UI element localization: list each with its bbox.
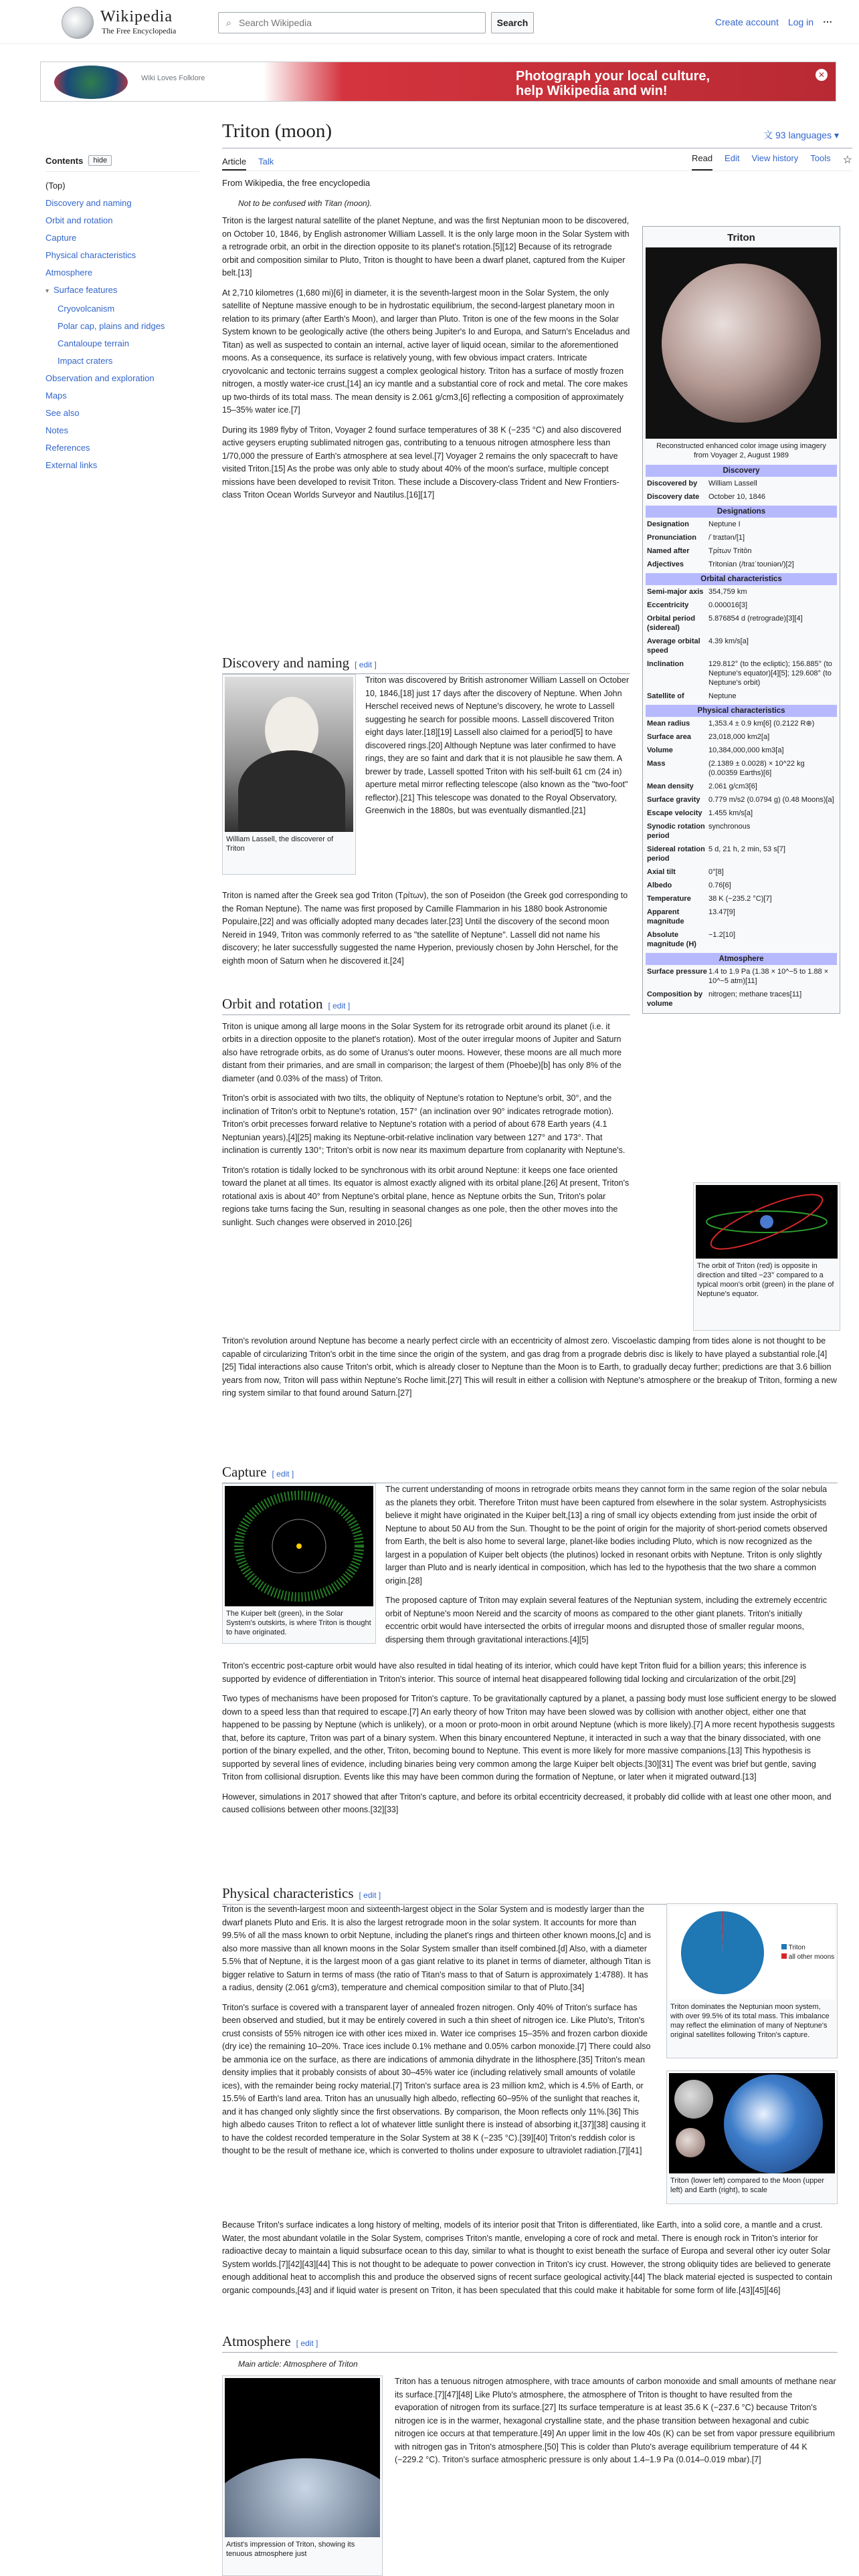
infobox-key: Mean density bbox=[647, 782, 694, 790]
legend-item-others bbox=[781, 1953, 834, 1962]
atmosphere-figure bbox=[222, 2375, 383, 2576]
search-button[interactable]: Search bbox=[491, 12, 534, 33]
legend-swatch bbox=[781, 1953, 787, 1959]
infobox-value: 0.779 m/s2 (0.0794 g) (0.48 Moons)[a] bbox=[708, 796, 834, 804]
toc-hide-button[interactable]: hide bbox=[88, 155, 112, 166]
triton-image[interactable] bbox=[646, 247, 837, 439]
toc-item-label: Surface features bbox=[54, 285, 118, 295]
close-icon[interactable]: ✕ bbox=[816, 69, 828, 81]
toc-item-label: Atmosphere bbox=[45, 267, 93, 278]
triton-disc bbox=[676, 2128, 705, 2157]
paragraph: Triton's eccentric post-capture orbit would have also resulted in tidal heating of its interior, which could have kept Triton fluid for a billion years; this inference is supported by evidence of differentiation in Triton's interior. This source of internal heat disappeared following tidal locking and circularization of the orbit.[29] bbox=[222, 1661, 807, 1684]
section-heading bbox=[222, 2335, 838, 2353]
page-title-text: Triton (moon) bbox=[222, 120, 332, 142]
infobox-key: Eccentricity bbox=[647, 601, 689, 609]
infobox-key: Surface pressure bbox=[647, 968, 707, 976]
infobox-value: Neptune bbox=[708, 692, 737, 700]
infobox-row bbox=[646, 928, 837, 951]
infobox-section-header: Discovery bbox=[646, 465, 837, 477]
atmosphere-text bbox=[395, 2375, 838, 2474]
search-box[interactable] bbox=[218, 12, 486, 33]
infobox-key: Albedo bbox=[647, 881, 672, 889]
toc-item[interactable] bbox=[45, 229, 199, 247]
infobox-row bbox=[646, 892, 837, 905]
view-tab-0[interactable]: Read bbox=[692, 153, 712, 171]
earth-disc bbox=[724, 2074, 823, 2173]
watch-star-icon[interactable]: ☆ bbox=[842, 154, 852, 166]
infobox-value: nitrogen; methane traces[11] bbox=[708, 990, 802, 998]
toc-item[interactable] bbox=[45, 370, 199, 387]
discovery-text-2 bbox=[222, 889, 630, 974]
orbit-figure bbox=[693, 1182, 840, 1331]
infobox-key: Surface area bbox=[647, 733, 692, 741]
toc-item[interactable] bbox=[45, 247, 199, 264]
page-title bbox=[222, 119, 852, 148]
banner-line-1: Photograph your local culture, bbox=[516, 69, 710, 84]
infobox-value: (2.1389 ± 0.0028) × 10^22 kg (0.00359 Earths)[6] bbox=[708, 760, 805, 777]
capture-text bbox=[385, 1483, 838, 1653]
infobox-row bbox=[646, 988, 837, 1010]
toc-item[interactable] bbox=[45, 318, 199, 335]
heading-text: Orbit and rotation bbox=[222, 996, 323, 1012]
infobox-section-header: Atmosphere bbox=[646, 953, 837, 965]
infobox-key: Mean radius bbox=[647, 720, 690, 728]
infobox-value: 23,018,000 km2[a] bbox=[708, 733, 770, 741]
paragraph: Triton was discovered by British astronomer William Lassell on October 10, 1846,[18] just 17 days after the discovery of Neptune. When John Herschel received news of Neptune's discovery, he wrote to Lassell suggesting he search for possible moons. Lassell discovered Triton eight days later.[18][19] Lassell also claimed for a period[5] to have discovered rings.[20] Although Neptune was later confirmed to have rings, they are so faint and dark that it is not plausible he saw them. A brewer by trade, Lassell spotted Triton with his self-built 61 cm (24 in) aperture metal mirror reflecting telescope (also known as the "two-foot" reflector).[21] This telescope was donated to the Royal Observatory, Greenwich in the 1880s, but was eventually dismantled.[21] bbox=[365, 675, 630, 815]
orbit-diagram-image[interactable] bbox=[696, 1185, 838, 1259]
infobox-key: Named after bbox=[647, 547, 690, 555]
namespace-tabs bbox=[222, 156, 274, 171]
infobox-value: 5.876854 d (retrograde)[3][4] bbox=[708, 615, 803, 623]
paragraph: Triton is the seventh-largest moon and sixteenth-largest object in the Solar System and is modestly larger than the dwarf planets Pluto and Eris. It is also the largest retrograde moon in the solar system. It accounts for more than 99.5% of all the mass known to orbit Neptune, including the planet's rings and thirteen other known moons,[c] and is also more massive than all known moons in the Solar System smaller than itself combined.[d] Also, with a diameter 5.5% that of Neptune, it is the largest moon of a gas giant relative to its planet in terms of diameter, although Titan is bigger relative to Saturn in terms of mass (the ratio of Titan's mass to that of Saturn is approximately 1:4788). It has a radius, density (2.061 g/cm3), temperature and chemical composition similar to that of Pluto.[34] bbox=[222, 1905, 651, 1992]
capture-text-2 bbox=[222, 1660, 838, 1824]
infobox-key: Surface gravity bbox=[647, 796, 700, 804]
infobox-row bbox=[646, 657, 837, 689]
infobox-row bbox=[646, 879, 837, 892]
triton-horizon bbox=[225, 2458, 380, 2537]
infobox-row bbox=[646, 544, 837, 558]
toc-title: Contents bbox=[45, 155, 84, 166]
figure-caption: William Lassell, the discoverer of Triton bbox=[226, 835, 334, 853]
infobox-value: William Lassell bbox=[708, 479, 757, 488]
wikipedia-logo-icon[interactable] bbox=[62, 7, 94, 39]
infobox-value: 354,759 km bbox=[708, 588, 747, 596]
view-tab-2[interactable]: View history bbox=[751, 153, 799, 163]
search-icon: ⌕ bbox=[225, 17, 232, 29]
infobox-row bbox=[646, 490, 837, 504]
toc-item[interactable] bbox=[45, 282, 199, 300]
infobox-key: Escape velocity bbox=[647, 809, 702, 817]
infobox-caption: Reconstructed enhanced color image using imagery from Voyager 2, August 1989 bbox=[656, 442, 826, 459]
toc-item-label: Notes bbox=[45, 425, 68, 435]
toc-item[interactable] bbox=[45, 439, 199, 457]
toc-item-label: Impact craters bbox=[58, 356, 113, 366]
infobox-key: Pronunciation bbox=[647, 534, 696, 542]
globe-icon bbox=[54, 66, 128, 99]
paragraph: Triton is named after the Greek sea god Triton (Τρίτων), the son of Poseidon (the Greek god corresponding to the Roman Neptune). The name was first proposed by Camille Flammarion in his 1880 book Astronomie Populaire,[22] and was officially adopted many decades later.[23] Until the discovery of the second moon Nereid in 1949, Triton was commonly referred to as "the satellite of Neptune". Lassell did not name his discovery; he later successfully suggested the name Hyperion, previously chosen by John Herschel, for the eighth moon of Saturn when he discovered it.[24] bbox=[222, 891, 628, 966]
toc-item[interactable] bbox=[45, 212, 199, 229]
paragraph: However, simulations in 2017 showed that after Triton's capture, and before its orbital eccentricity decreased, it probably did collide with at least one other moon, and caused collisions between other moons.[32][33] bbox=[222, 1792, 832, 1814]
infobox-value: Tritonian (/traɪˈtoʊniən/)[2] bbox=[708, 560, 794, 568]
infobox-row bbox=[646, 531, 837, 544]
site-sub: From Wikipedia, the free encyclopedia bbox=[222, 178, 371, 188]
infobox-key: Mass bbox=[647, 760, 666, 768]
infobox-key: Temperature bbox=[647, 895, 691, 903]
search-input[interactable] bbox=[239, 17, 485, 28]
banner-brand: Wiki Loves Folklore bbox=[141, 74, 205, 82]
infobox-section-header: Designations bbox=[646, 506, 837, 518]
section-atmosphere bbox=[222, 2326, 838, 2377]
intro-paragraph: During its 1989 flyby of Triton, Voyager 2 found surface temperatures of 38 K (−235 °C) and also discovered active geysers erupting sublimated nitrogen gas, contributing to a tenuous nitrogen atmosphere less than 1/70,000 the pressure of Earth's atmosphere at sea level.[7] Voyager 2 remains the only spacecraft to have visited Triton.[15] As the probe was only able to study about 40% of the moon's surface, multiple concept missions have been developed to revisit Triton. These include a Discovery-class Trident and New Frontiers-class Triton Ocean Worlds Surveyor and Nautilus.[16][17] bbox=[222, 425, 622, 500]
infobox-row bbox=[646, 689, 837, 703]
toc-item[interactable] bbox=[45, 335, 199, 352]
discovery-text bbox=[365, 674, 630, 825]
infobox-value: 10,384,000,000 km3[a] bbox=[708, 746, 784, 754]
infobox-value: 129.812° (to the ecliptic); 156.885° (to Neptune's equator)[4][5]; 129.608° (to Neptune's orbit) bbox=[708, 660, 832, 687]
page-tabs bbox=[222, 148, 852, 171]
orbit-diagram bbox=[696, 1185, 838, 1259]
figure-caption: The orbit of Triton (red) is opposite in direction and tilted −23° compared to a typical moon's orbit (green) in the plane of Neptune's equator. bbox=[697, 1262, 834, 1298]
size-comparison-image[interactable] bbox=[669, 2073, 835, 2173]
infobox-value: 0.000016[3] bbox=[708, 601, 748, 609]
infobox-value: October 10, 1846 bbox=[708, 493, 766, 501]
section-heading bbox=[222, 1466, 838, 1483]
infobox-value: /ˈtraɪtən/[1] bbox=[708, 534, 745, 542]
campaign-banner[interactable] bbox=[40, 62, 836, 102]
site-header bbox=[0, 0, 859, 44]
portrait-body bbox=[238, 750, 345, 832]
infobox-title: Triton bbox=[727, 232, 755, 243]
infobox-value: −1.2[10] bbox=[708, 931, 736, 939]
infobox-row bbox=[646, 820, 837, 843]
toc-item[interactable] bbox=[45, 457, 199, 474]
figure-caption: Triton dominates the Neptunian moon system, with over 99.5% of its total mass. This imbalance may reflect the elimination of many of Neptune's original satellites following Triton's capture. bbox=[670, 2003, 830, 2039]
infobox-key: Satellite of bbox=[647, 692, 684, 700]
physical-text-2 bbox=[222, 2219, 838, 2304]
infobox-value: 4.39 km/s[a] bbox=[708, 637, 749, 645]
toc-item[interactable] bbox=[45, 300, 199, 318]
infobox-row bbox=[646, 793, 837, 807]
toc-item[interactable] bbox=[45, 405, 199, 422]
infobox-key: Discovery date bbox=[647, 493, 700, 501]
infobox-row bbox=[646, 612, 837, 635]
sun-dot bbox=[296, 1543, 302, 1549]
infobox-value: 1,353.4 ± 0.9 km[6] (0.2122 R⊕) bbox=[708, 720, 815, 728]
paragraph: Triton's surface is covered with a transparent layer of annealed frozen nitrogen. Only 40% of Triton's surface has been observed and studied, but it may be entirely covered in such a thin sheet of nitrogen ice. Like Pluto's, Triton's crust consists of 55% nitrogen ice with other ices mixed in. Water ice comprises 15–35% and frozen carbon dioxide (dry ice) the remaining 10–20%. Trace ices include 0.1% methane and 0.05% carbon monoxide.[7] There could also be ammonia ice on the surface, as there are indications of ammonia dihydrate in the lithosphere.[35] Triton's mean density implies that it probably consists of about 30–45% water ice (including relatively small amounts of volatile ices), with the remainder being rocky material.[7] Triton's surface area is 23 million km2, which is 4.5% of Earth, or 15.5% of Earth's land area. Triton has an unusually high albedo, reflecting 60–95% of the sunlight that reaches it, and it has changed only slightly since the first observations. By comparison, the Moon reflects only 11%.[36] This high albedo causes Triton to reflect a lot of whatever little sunlight there is instead of absorbing it,[37][38] causing it to have the coldest recorded temperature in the Solar System at 38 K (−235 °C).[39][40] Triton's reddish color is thought to be the result of methane ice, which is converted to tholins under exposure to ultraviolet radiation.[7][41] bbox=[222, 2002, 651, 2155]
infobox-key: Adjectives bbox=[647, 560, 684, 568]
moon-disc bbox=[674, 2080, 713, 2119]
tab-0[interactable]: Article bbox=[222, 156, 246, 171]
edit-link[interactable]: [ edit ] bbox=[272, 1469, 294, 1479]
infobox-body bbox=[646, 465, 837, 1010]
chevron-down-icon[interactable]: ▾ bbox=[45, 288, 50, 295]
orbit-text-2 bbox=[222, 1335, 838, 1407]
edit-link[interactable]: [ edit ] bbox=[355, 660, 377, 669]
wordmark[interactable]: Wikipedia bbox=[100, 8, 173, 25]
figure-caption: Artist's impression of Triton, showing its tenuous atmosphere just bbox=[226, 2541, 355, 2558]
infobox-section-header: Physical characteristics bbox=[646, 705, 837, 717]
infobox-row bbox=[646, 744, 837, 757]
infobox-value: 13.47[9] bbox=[708, 908, 735, 916]
legend-swatch bbox=[781, 1944, 787, 1949]
infobox-key: Absolute magnitude (H) bbox=[647, 931, 696, 948]
infobox-row bbox=[646, 730, 837, 744]
lassell-portrait-image[interactable] bbox=[225, 677, 353, 832]
infobox-row bbox=[646, 807, 837, 820]
paragraph: Triton's orbit is associated with two tilts, the obliquity of Neptune's rotation to Neptune's orbit, 30°, and the inclination of Triton's orbit to Neptune's rotation, 157° (an inclination over 90° indicates retrograde motion). Triton's orbit precesses forward relative to Neptune's rotation with a period of about 678 Earth years (4.1 Neptunian years),[4][25] making its Neptune-orbit-relative inclination vary between 127° and 173°. That inclination is currently 130°; Triton's orbit is now near its maximum departure from coplanarity with Neptune's. bbox=[222, 1093, 626, 1155]
edit-link[interactable]: [ edit ] bbox=[296, 2339, 318, 2348]
infobox-key: Designation bbox=[647, 520, 689, 528]
paragraph: The current understanding of moons in retrograde orbits means they cannot form in the same region of the solar nebula as the planets they orbit. Therefore Triton must have been captured from elsewhere in the solar system. Astrophysicists believe it might have originated in the Kuiper belt,[13] a ring of small icy objects extending from just inside the orbit of Neptune to about 50 AU from the Sun. Thought to be the point of origin for the majority of short-period comets observed from Earth, the belt is also home to several large, planet-like bodies including Pluto, which is now recognized as the largest in a population of Kuiper belt objects (the plutinos) locked in resonant orbits with Neptune. Triton is only slightly larger than Pluto and is nearly identical in composition, which has led to the hypothesis that the two share a common origin.[28] bbox=[385, 1485, 828, 1586]
intro bbox=[222, 215, 630, 502]
toc-item-label: Discovery and naming bbox=[45, 198, 132, 208]
infobox-row bbox=[646, 843, 837, 865]
infobox-value: Neptune I bbox=[708, 520, 741, 528]
language-count: 93 languages bbox=[775, 130, 832, 140]
banner-message bbox=[516, 69, 710, 98]
tagline: The Free Encyclopedia bbox=[102, 26, 177, 35]
view-tab-1[interactable]: Edit bbox=[725, 153, 740, 163]
infobox-value: 2.061 g/cm3[6] bbox=[708, 782, 757, 790]
infobox-row bbox=[646, 558, 837, 571]
infobox-row bbox=[646, 717, 837, 730]
infobox-row bbox=[646, 599, 837, 612]
toc-item[interactable] bbox=[45, 352, 199, 370]
intro-paragraph: Triton is the largest natural satellite of the planet Neptune, and was the first Neptunian moon to be discovered, on October 10, 1846, by English astronomer William Lassell. It is the only large moon in the Solar System with a retrograde orbit, an orbit in the direction opposite to its planet's rotation.[5][12] Because of its retrograde orbit and composition similar to Pluto, Triton is thought to have been a dwarf planet, captured from the Kuiper belt.[13] bbox=[222, 216, 630, 278]
toc-item[interactable] bbox=[45, 422, 199, 439]
paragraph: Triton's rotation is tidally locked to be synchronous with its orbit around Neptune: it keeps one face oriented toward the planet at all times. Its equator is almost exactly aligned with its orbital plane.[26] At present, Triton's rotational axis is about 40° from Neptune's orbital plane, hence as Neptune orbits the Sun, Triton's polar regions take turns facing the Sun, resulting in seasonal changes as one pole, then the other moves into the sunlight. Such changes were observed in 2010.[26] bbox=[222, 1165, 630, 1227]
physical-text bbox=[222, 1903, 653, 2165]
infobox-row bbox=[646, 865, 837, 879]
paragraph: Triton is unique among all large moons in the Solar System for its retrograde orbit around its planet (i.e. it orbits in a direction opposite to the planet's rotation). Most of the outer irregular moons of Jupiter and Saturn also have retrograde orbits, as do some of Uranus's outer moons. However, these moons are all much more distant from their primaries, and are small in comparison; the largest of them (Phoebe)[b] has only 8% of the diameter (and 0.03% of the mass) of Triton. bbox=[222, 1021, 622, 1083]
toc-item[interactable] bbox=[45, 387, 199, 405]
infobox-value: 1.4 to 1.9 Pa (1.38 × 10^−5 to 1.88 × 10^−5 atm)[11] bbox=[708, 968, 829, 985]
toc-item-label: References bbox=[45, 443, 90, 453]
infobox-row bbox=[646, 585, 837, 599]
heading-text: Discovery and naming bbox=[222, 655, 350, 671]
size-comparison-figure bbox=[666, 2070, 838, 2204]
infobox-key: Average orbital speed bbox=[647, 637, 700, 655]
toc-item-label: Cantaloupe terrain bbox=[58, 338, 129, 348]
triton-globe bbox=[662, 263, 821, 423]
infobox-row bbox=[646, 518, 837, 531]
legend-item-triton bbox=[781, 1943, 834, 1953]
paragraph: Triton has a tenuous nitrogen atmosphere, with trace amounts of carbon monoxide and small amounts of methane near its surface.[7][47][48] Like Pluto's atmosphere, the atmosphere of Triton is thought to have resulted from the evaporation of nitrogen from its surface.[27] Its surface temperature is at least 35.6 K (−237.6 °C) because Triton's nitrogen ice is in the warmer, hexagonal crystalline state, and the phase transition between hexagonal and cubic nitrogen ice occurs at that temperature.[49] An upper limit in the low 40s (K) can be set from vapor pressure equilibrium with nitrogen gas in Triton's atmosphere.[50] This is colder than Pluto's average equilibrium temperature of 44 K (−229.2 °C). Triton's surface atmospheric pressure is only about 1.4–1.9 Pa (0.014–0.019 mbar).[7] bbox=[395, 2377, 836, 2464]
infobox-value: 38 K (−235.2 °C)[7] bbox=[708, 895, 772, 903]
infobox-row bbox=[646, 757, 837, 780]
create-account-link[interactable]: Create account bbox=[714, 16, 779, 27]
infobox-value: Τρίτων Tritōn bbox=[708, 547, 752, 555]
toc-item-label: Orbit and rotation bbox=[45, 215, 113, 225]
toc-item-label: Observation and exploration bbox=[45, 373, 155, 383]
toc-item[interactable] bbox=[45, 177, 199, 195]
hatnote: Not to be confused with Titan (moon). bbox=[238, 199, 372, 208]
infobox-section-header: Orbital characteristics bbox=[646, 573, 837, 585]
banner-line-2: help Wikipedia and win! bbox=[516, 84, 668, 98]
infobox-value: 1.455 km/s[a] bbox=[708, 809, 753, 817]
kuiper-belt-diagram bbox=[225, 1486, 373, 1606]
section-heading bbox=[222, 1887, 838, 1905]
atmosphere-artist-image[interactable] bbox=[225, 2378, 380, 2537]
paragraph: Triton's revolution around Neptune has become a nearly perfect circle with an eccentricity of almost zero. Viscoelastic damping from tides alone is not thought to be capable of circularizing Triton's orbit in the time since the origin of the system, and gas drag from a prograde debris disc is likely to have played a substantial role.[4][25] Tidal interactions also cause Triton's orbit, which is already closer to Neptune than the Moon is to Earth, to gradually decay further; predictions are that 3.6 billion years from now, Triton will pass within Neptune's Roche limit.[27] This will result in either a collision with Neptune's atmosphere or the breakup of Triton, forming a new ring system similar to that found around Saturn.[27] bbox=[222, 1336, 837, 1398]
toc-item-label: External links bbox=[45, 460, 98, 470]
infobox-row bbox=[646, 635, 837, 657]
toc-item[interactable] bbox=[45, 195, 199, 212]
language-button[interactable]: 文 93 languages ▾ bbox=[763, 130, 839, 140]
infobox-row bbox=[646, 780, 837, 793]
pie-legend bbox=[781, 1943, 834, 1962]
main-article-hatnote: Main article: Atmosphere of Triton bbox=[238, 2359, 358, 2369]
paragraph: The proposed capture of Triton may explain several features of the Neptunian system, including the extremely eccentric orbit of Neptune's moon Nereid and the scarcity of moons as compared to the other giant planets. Triton's initially eccentric orbit would have intersected the orbits of irregular moons and disrupted those of smaller regular moons, dispersing them through gravitational interactions.[4][5] bbox=[385, 1596, 828, 1644]
infobox-key: Volume bbox=[647, 746, 673, 754]
infobox-value: 0°[8] bbox=[708, 868, 724, 876]
login-link[interactable]: Log in bbox=[787, 16, 814, 27]
infobox-key: Orbital period (sidereal) bbox=[647, 615, 696, 632]
infobox-key: Inclination bbox=[647, 660, 684, 668]
toc-list bbox=[45, 177, 199, 474]
toc-item-label: Physical characteristics bbox=[45, 250, 136, 260]
infobox-key: Apparent magnitude bbox=[647, 908, 684, 926]
more-options-icon[interactable]: ⋯ bbox=[823, 16, 832, 27]
infobox-row bbox=[646, 965, 837, 988]
section-orbit bbox=[222, 988, 630, 1236]
legend-label: all other moons bbox=[788, 1953, 835, 1961]
toc-item-label: Cryovolcanism bbox=[58, 304, 115, 314]
view-tab-3[interactable]: Tools bbox=[810, 153, 831, 163]
heading-text: Capture bbox=[222, 1464, 267, 1480]
kuiper-figure bbox=[222, 1483, 376, 1644]
toc-item-label: See also bbox=[45, 408, 80, 418]
paragraph: Because Triton's surface indicates a long history of melting, models of its interior posit that Triton is differentiated, like Earth, into a solid core, a mantle and a crust. Water, the most abundant volatile in the Solar System, comprises Triton's mantle, enveloping a core of rock and metal. There is enough rock in Triton's interior for radioactive decay to maintain a liquid subsurface ocean to this day, similar to what is thought to exist beneath the surface of Europa and several other icy outer Solar System worlds.[7][42][43][44] This is not thought to be adequate to power convection in Triton's icy crust. However, the strong obliquity tides are believed to generate enough additional heat to accomplish this and produce the observed signs of recent surface geological activity.[44] The black material ejected is suspected to contain organic compounds,[43] and if liquid water is present on Triton, it has been speculated that this could make it habitable for some form of life.[43][45][46] bbox=[222, 2220, 832, 2295]
infobox-value: 0.76[6] bbox=[708, 881, 731, 889]
toc-heading bbox=[45, 155, 199, 172]
infobox-key: Synodic rotation period bbox=[647, 823, 705, 840]
infobox-value: 5 d, 21 h, 2 min, 53 s[7] bbox=[708, 845, 785, 853]
legend-label: Triton bbox=[788, 1944, 805, 1951]
translate-icon: 文 bbox=[763, 130, 773, 140]
infobox bbox=[642, 226, 840, 1014]
infobox-key: Semi-major axis bbox=[647, 588, 704, 596]
neptune-disc bbox=[760, 1215, 773, 1228]
toc-item-label: (Top) bbox=[45, 181, 66, 191]
mass-pie-chart[interactable] bbox=[669, 1906, 835, 2000]
personal-tools bbox=[715, 16, 832, 27]
edit-link[interactable]: [ edit ] bbox=[359, 1891, 381, 1900]
infobox-row bbox=[646, 905, 837, 928]
figure-caption: The Kuiper belt (green), in the Solar System's outskirts, is where Triton is thought to have originated. bbox=[226, 1610, 371, 1636]
figure-caption: Triton (lower left) compared to the Moon (upper left) and Earth (right), to scale bbox=[670, 2177, 825, 2194]
toc-item-label: Maps bbox=[45, 391, 67, 401]
view-tabs bbox=[692, 153, 852, 171]
toc-item-label: Polar cap, plains and ridges bbox=[58, 321, 165, 331]
paragraph: Two types of mechanisms have been proposed for Triton's capture. To be gravitationally captured by a planet, a passing body must lose sufficient energy to be slowed down to a speed less than that required to escape.[7] An early theory of how Triton may have been slowed was by collision with another object, either one that happened to be passing by Neptune (which is unlikely), or a moon or proto-moon in orbit around Neptune (which is more likely).[7] A more recent hypothesis suggests that, before its capture, Triton was part of a binary system. When this binary encountered Neptune, it interacted in such a way that the binary dissociated, with one portion of the binary expelled, and the other, Triton, becoming bound to Neptune. This event is more likely for more massive companions.[13] This hypothesis is supported by several lines of evidence, including binaries being very common among the large Kuiper belt objects.[30][31] The event was brief but gentle, saving Triton from collisional disruption. Events like this may have been common during the formation of Neptune, or later when it migrated outward.[13] bbox=[222, 1694, 836, 1782]
heading-text: Physical characteristics bbox=[222, 1885, 354, 1901]
infobox-key: Axial tilt bbox=[647, 868, 676, 876]
kuiper-belt-image[interactable] bbox=[225, 1486, 373, 1606]
section-heading bbox=[222, 998, 630, 1015]
infobox-row bbox=[646, 477, 837, 490]
infobox-key: Sidereal rotation period bbox=[647, 845, 705, 863]
table-of-contents bbox=[45, 155, 199, 474]
edit-link[interactable]: [ edit ] bbox=[328, 1001, 351, 1010]
intro-paragraph: At 2,710 kilometres (1,680 mi)[6] in diameter, it is the seventh-largest moon in the Solar System, the only satellite of Neptune massive enough to be in hydrostatic equilibrium, the second-largest planetary moon in relation to its primary (after Earth's Moon), and larger than Pluto. Triton is one of the few moons in the Solar System known to be geologically active (the others being Jupiter's Io and Europa, and Saturn's Enceladus and Titan) as well as suspected to contain an internal, active layer of liquid ocean, similar to the aforementioned moons. As a consequence, its surface is relatively young, with few obvious impact craters. Intricate cryovolcanic and tectonic terrains suggest a complex geological history. Triton has a surface of mostly frozen nitrogen, a mostly water-ice crust,[14] an icy mantle and a substantial core of rock and metal. The core makes up two-thirds of its total mass. The mean density is 2.061 g/cm3,[6] reflecting a composition of approximately 15–35% water ice.[7] bbox=[222, 288, 630, 415]
section-heading bbox=[222, 657, 630, 674]
tab-1[interactable]: Talk bbox=[258, 156, 274, 167]
infobox-value: synchronous bbox=[708, 823, 751, 831]
infobox-key: Discovered by bbox=[647, 479, 698, 488]
toc-item-label: Capture bbox=[45, 233, 77, 243]
toc-item[interactable] bbox=[45, 264, 199, 282]
lassell-figure bbox=[222, 674, 356, 875]
infobox-key: Composition by volume bbox=[647, 990, 703, 1008]
mass-pie-figure bbox=[666, 1903, 838, 2058]
heading-text: Atmosphere bbox=[222, 2333, 291, 2349]
